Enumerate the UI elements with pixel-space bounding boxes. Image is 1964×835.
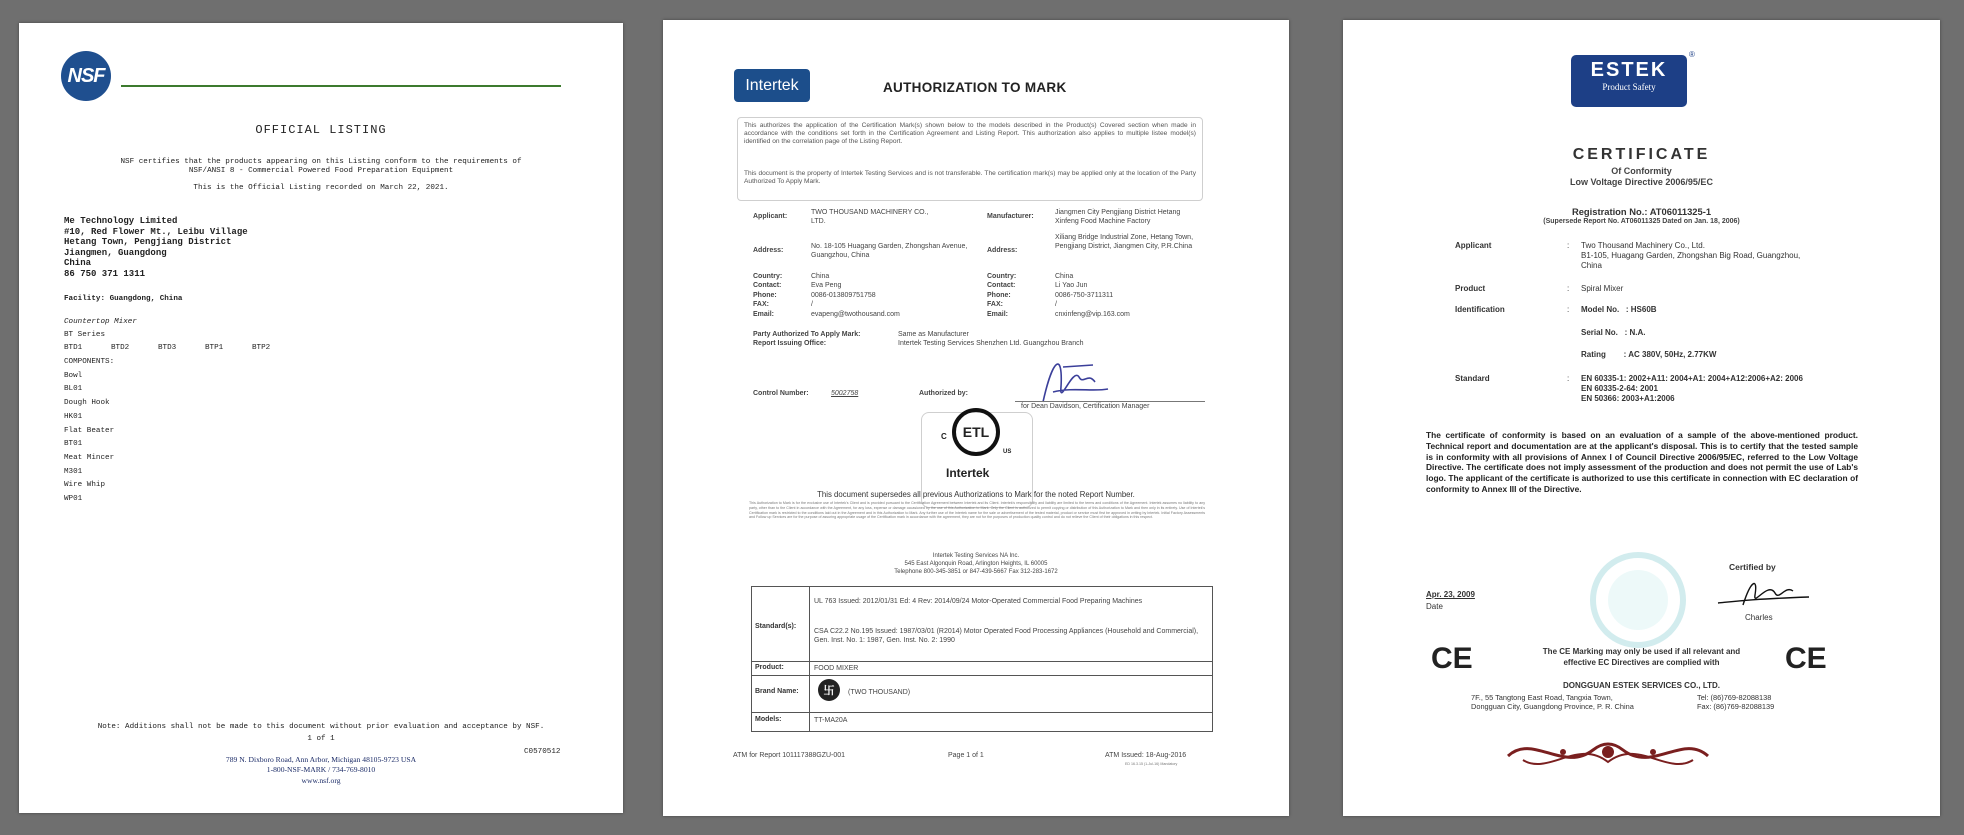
office-value: Intertek Testing Services Shenzhen Ltd. Guangzhou Branch xyxy=(898,340,1084,347)
logo-text: ESTEK xyxy=(1590,59,1668,81)
intro-line-2: NSF/ANSI 8 - Commercial Powered Food Preparation Equipment xyxy=(188,167,454,175)
certificate-title: CERTIFICATE xyxy=(1572,146,1711,163)
colon: : xyxy=(1567,284,1570,293)
manufacturer-contact-values xyxy=(1055,272,1130,319)
ornament-flourish xyxy=(1503,728,1713,778)
colon: : xyxy=(1567,305,1570,314)
standard-label: Standard xyxy=(1455,374,1490,383)
etl-mark: ETL xyxy=(952,408,1000,456)
ce-mark-left: CE xyxy=(1431,642,1473,675)
address-line: Me Technology Limited xyxy=(64,216,178,226)
conformity-paragraph: The certificate of conformity is based on an evaluation of a sample of the above-mentioned product. Technical report and documentation are at the applicant's disposal. This is to certify that the tested sample is in conformity with all provisions of Annex I of Council Directive 2006/95/EC, referred to the Low Voltage Directive. The certificate does not imply assessment of the production and does not permit the use of Lab's logo. The applicant of the certificate is authorized to use this certificate in connection with EC declaration of conformity to Annex III of the Directive. xyxy=(1426,430,1858,494)
applicant-address-label: Address: xyxy=(753,247,784,254)
standard-item: EN 60335-1: 2002+A11: 2004+A1: 2004+A12:2006+A2: 2006 xyxy=(1581,374,1803,383)
phone-label: Phone: xyxy=(753,291,777,299)
standards-label: Standard(s): xyxy=(755,623,797,630)
model-item: BTP1 xyxy=(205,344,224,352)
email-value: evapeng@twothousand.com xyxy=(811,310,900,318)
applicant-value xyxy=(1581,241,1800,271)
address-line: 86 750 371 1311 xyxy=(64,268,146,279)
mark-c: C xyxy=(941,432,947,441)
manufacturer-value: Jiangmen City Pengjiang District Hetang Xinfeng Food Machine Factory xyxy=(1055,209,1181,225)
brand-label: Brand Name: xyxy=(755,688,799,695)
address-line: Intertek Testing Services NA Inc. xyxy=(932,553,1020,559)
brand-logo-icon: 卐 xyxy=(818,679,840,701)
fax-value: / xyxy=(811,301,813,309)
country-value: China xyxy=(811,273,830,280)
models-label: Models: xyxy=(755,716,782,723)
note: Note: Additions shall not be made to this document without prior evaluation and acceptance by NSF. xyxy=(97,723,545,731)
applicant-label: Applicant: xyxy=(753,213,788,220)
applicant-contact-values xyxy=(811,272,900,319)
applicant-label: Applicant xyxy=(1455,241,1492,250)
signer: for Dean Davidson, Certification Manager xyxy=(1021,403,1150,410)
ce-mark-right: CE xyxy=(1785,642,1827,675)
component-item: Flat Beater xyxy=(64,427,115,435)
mark-brand: Intertek xyxy=(946,466,990,480)
table-row xyxy=(752,675,1212,697)
address-line: 545 East Algonquin Road, Arlington Heights, IL 60005 xyxy=(904,561,1048,567)
party-label: Party Authorized To Apply Mark: xyxy=(753,331,861,338)
company-name: DONGGUAN ESTEK SERVICES CO., LTD. xyxy=(1562,681,1721,690)
page-count: 1 of 1 xyxy=(307,735,335,743)
country-label: Country: xyxy=(753,273,783,280)
legal-text: This Authorization to Mark is for the exclusive use of Intertek's Client and is provided pursuant to the Certification Agreement between Intertek and its Client. Intertek's responsibility and liability are limited to the terms and conditions of the Agreement. Intertek assumes no liability to any party, other than to the Client in accordance with the Agreement, for any loss, expense or damage occasioned by the use of this Authorization to Mark. Only the Client is authorized to permit copying or distribution of this Authorization to Mark and then only in its entirety. Use of Intertek's Certification mark is restricted to the conditions laid out in the Agreement and in this Authorization to Mark. Any further use of the Intertek name for the sale or advertisement of the tested material, product or service must first be approved in writing by Intertek. Initial Factory Assessments and Follow up Services are for the purpose of assuring appropriate usage of the Certification mark in accordance with the agreement, they are not for the purposes of production quality control and do not relieve the Client of their obligations in this respect. xyxy=(749,501,1205,520)
email-label: Email: xyxy=(753,310,775,318)
certifier-name: Charles xyxy=(1745,613,1773,622)
doc-code: C0570512 xyxy=(524,748,561,756)
model-item: BTD2 xyxy=(111,344,130,352)
footer-issued: ATM Issued: 18-Aug-2016 xyxy=(1105,752,1187,759)
registration-number: Registration No.: AT06011325-1 xyxy=(1571,206,1712,217)
table-row xyxy=(752,712,1212,724)
manufacturer-address-label: Address: xyxy=(987,247,1018,254)
seal-stamp xyxy=(1583,550,1693,650)
footer-page: Page 1 of 1 xyxy=(948,752,984,759)
phone-value: 0086-013809751758 xyxy=(811,291,876,299)
components-label: COMPONENTS: xyxy=(64,358,115,366)
model-item: BTD3 xyxy=(158,344,177,352)
standards-table xyxy=(751,586,1213,732)
page-title: AUTHORIZATION TO MARK xyxy=(883,80,1067,95)
applicant-line: Two Thousand Machinery Co., Ltd. xyxy=(1581,241,1705,250)
header-rule xyxy=(121,85,561,87)
email-value: cnxinfeng@vip.163.com xyxy=(1055,310,1130,318)
contact-value: Eva Peng xyxy=(811,282,842,290)
country-value: China xyxy=(1055,273,1074,280)
colon: : xyxy=(1567,374,1570,383)
registered-mark: ® xyxy=(1689,50,1695,59)
series: BT Series xyxy=(64,331,106,339)
component-item: WP01 xyxy=(64,495,83,503)
issue-date: Apr. 23, 2009 xyxy=(1426,590,1475,599)
control-number-label: Control Number: xyxy=(753,390,809,397)
intertek-address xyxy=(663,552,1289,576)
column-divider xyxy=(809,587,810,731)
applicant-contact-labels xyxy=(753,272,782,319)
table-row xyxy=(752,661,1212,672)
model-item: BTD1 xyxy=(64,344,83,352)
authorized-by-label: Authorized by: xyxy=(919,390,968,397)
product-label: Product xyxy=(1455,284,1486,293)
page-title: OFFICIAL LISTING xyxy=(255,123,387,137)
footer-web: www.nsf.org xyxy=(301,776,341,785)
component-item: HK01 xyxy=(64,413,83,421)
component-item: M301 xyxy=(64,468,83,476)
intro-line-1: NSF certifies that the products appearing on this Listing conform to the requirements of xyxy=(120,158,522,166)
estek-logo xyxy=(1571,55,1687,107)
component-item: Wire Whip xyxy=(64,481,106,489)
component-item: Dough Hook xyxy=(64,399,110,407)
nsf-listing-page xyxy=(19,23,623,813)
address-line: Hetang Town, Pengjiang District xyxy=(64,237,232,247)
product-label: Product: xyxy=(755,664,784,671)
intertek-authorization-page xyxy=(663,20,1289,816)
logo-subtitle: Product Safety xyxy=(1602,82,1656,92)
supersedes-notice: This document supersedes all previous Authorizations to Mark for the noted Report Number. xyxy=(817,490,1135,499)
intertek-logo: Intertek xyxy=(734,69,810,102)
manufacturer-label: Manufacturer: xyxy=(987,213,1034,220)
product-value: Spiral Mixer xyxy=(1581,284,1624,293)
standard-2: CSA C22.2 No.195 Issued: 1987/03/01 (R2014) Motor Operated Food Processing Appliances (Household and Commercial), Gen. Inst. No. 1: 1987, Gen. Inst. No. 2: 1990 xyxy=(814,628,1199,644)
ce-note-line-1: The CE Marking may only be used if all relevant and xyxy=(1542,647,1741,656)
component-item: Meat Mincer xyxy=(64,454,115,462)
address-line: #10, Red Flower Mt., Leibu Village xyxy=(64,226,248,237)
company-address xyxy=(1471,693,1634,712)
footer-form-code: ED 16.3.15 (1-Jul-16) Mandatory xyxy=(1125,762,1178,766)
office-label: Report Issuing Office: xyxy=(753,340,827,347)
model-item: BTP2 xyxy=(252,344,271,352)
phone-value: 0086-750-3711311 xyxy=(1055,291,1114,299)
rating: Rating : AC 380V, 50Hz, 2.77KW xyxy=(1581,350,1717,359)
standard-item: EN 60335-2-64: 2001 xyxy=(1581,384,1658,393)
address-line: Jiangmen, Guangdong xyxy=(64,247,167,258)
signature-line xyxy=(1015,401,1205,402)
intro-paragraph-1: This authorizes the application of the Certification Mark(s) shown below to the models described in the Product(s) Covered section when made in accordance with the conditions set forth in the Certification Agreement and Listing Report. This authorization also applies to multiple listee model(s) identified on the correlation page of the Listing Report. xyxy=(744,122,1196,145)
standard-1: UL 763 Issued: 2012/01/31 Ed: 4 Rev: 2014/09/24 Motor-Operated Commercial Food Preparing Machines xyxy=(814,598,1143,605)
fax-value: / xyxy=(1055,301,1057,309)
fax-label: FAX: xyxy=(987,301,1003,309)
contact-label: Contact: xyxy=(753,282,782,290)
certificate-subtitle-1: Of Conformity xyxy=(1611,166,1672,176)
ce-note-line-2: effective EC Directives are complied with xyxy=(1563,658,1720,667)
address-line: Dongguan City, Guangdong Province, P. R. China xyxy=(1471,702,1634,712)
applicant-line: China xyxy=(1581,261,1602,270)
manufacturer-address: Xiliang Bridge Industrial Zone, Hetang Town, Pengjiang District, Jiangmen City, P.R.China xyxy=(1055,234,1194,250)
party-value: Same as Manufacturer xyxy=(898,331,969,338)
contact-label: Contact: xyxy=(987,282,1016,290)
footer-address: 789 N. Dixboro Road, Ann Arbor, Michigan 48105-9723 USA xyxy=(225,755,417,764)
intro-box xyxy=(737,117,1203,201)
control-number: 5002758 xyxy=(831,390,859,397)
product-value: FOOD MIXER xyxy=(814,665,859,672)
company-contact xyxy=(1697,693,1774,712)
estek-certificate-page xyxy=(1343,20,1940,816)
fax-label: FAX: xyxy=(753,301,769,309)
address-line: Telephone 800-345-3851 or 847-439-5667 Fax 312-283-1672 xyxy=(894,569,1058,575)
brand-value: (TWO THOUSAND) xyxy=(848,689,911,696)
model-number: Model No. : HS60B xyxy=(1581,305,1657,314)
recorded-date: This is the Official Listing recorded on March 22, 2021. xyxy=(193,184,449,192)
standards-list xyxy=(1581,374,1803,404)
date-label: Date xyxy=(1426,602,1443,611)
company-address xyxy=(64,216,248,279)
certificate-subtitle-2: Low Voltage Directive 2006/95/EC xyxy=(1570,177,1713,187)
address-line: China xyxy=(64,258,92,268)
supersede-note: (Supersede Report No. AT06011325 Dated on Jan. 18, 2006) xyxy=(1543,218,1740,225)
fax: Fax: (86)769-82088139 xyxy=(1697,702,1775,712)
component-item: Bowl xyxy=(64,372,83,380)
intro-paragraph-2: This document is the property of Intertek Testing Services and is not transferable. The certification mark(s) may be applied only at the location of the Party Authorized To Apply Mark. xyxy=(744,170,1196,185)
address-line: 7F., 55 Tangtong East Road, Tangxia Town, xyxy=(1471,693,1613,702)
identification-label: Identification xyxy=(1455,305,1505,314)
applicant-value: TWO THOUSAND MACHINERY CO., LTD. xyxy=(811,209,929,225)
phone-label: Phone: xyxy=(987,291,1011,299)
certified-by-label: Certified by xyxy=(1729,562,1776,572)
footer-phone: 1-800-NSF-MARK / 734-769-8010 xyxy=(266,765,376,774)
contact-value: Li Yao Jun xyxy=(1055,282,1088,290)
email-label: Email: xyxy=(987,310,1009,318)
manufacturer-contact-labels xyxy=(987,272,1016,319)
category: Countertop Mixer xyxy=(64,318,137,326)
telephone: Tel: (86)769-82088138 xyxy=(1697,693,1772,702)
serial-number: Serial No. : N.A. xyxy=(1581,328,1646,337)
applicant-line: B1-105, Huagang Garden, Zhongshan Big Road, Guangzhou, xyxy=(1581,251,1801,260)
facility: Facility: Guangdong, China xyxy=(64,295,183,303)
component-item: BL01 xyxy=(64,385,83,393)
standard-item: EN 50366: 2003+A1:2006 xyxy=(1581,394,1675,403)
model-list xyxy=(64,344,299,352)
footer-report: ATM for Report 101117388GZU-001 xyxy=(733,752,846,759)
country-label: Country: xyxy=(987,273,1017,280)
mark-us: US xyxy=(1003,449,1012,455)
nsf-logo: NSF xyxy=(61,51,111,101)
models-value: TT-MA20A xyxy=(814,717,848,724)
component-item: BT01 xyxy=(64,440,83,448)
applicant-address: No. 18-105 Huagang Garden, Zhongshan Avenue, Guangzhou, China xyxy=(811,243,968,259)
signature-image xyxy=(1713,575,1813,611)
colon: : xyxy=(1567,241,1570,250)
